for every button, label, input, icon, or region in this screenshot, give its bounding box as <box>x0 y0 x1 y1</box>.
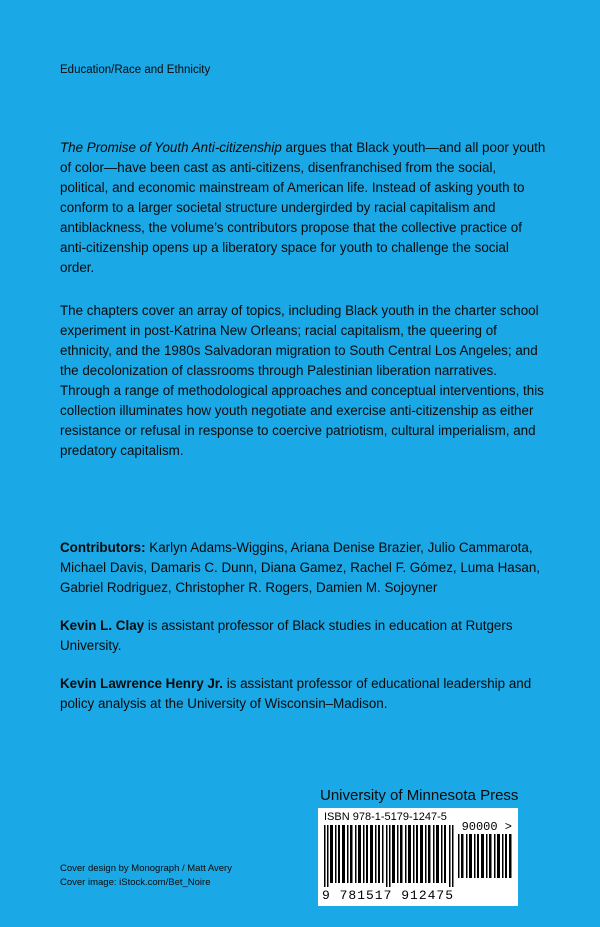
contributors-label: Contributors: <box>60 540 146 555</box>
book-title: The Promise of Youth Anti-citizenship <box>60 140 282 155</box>
contributors-names: Karlyn Adams-Wiggins, Ariana Denise Brazier, Julio Cammarota, Michael Davis, Damaris C. Dunn, Diana Gamez, Rachel F. Gómez, Luma Hasan, Gabriel Rodriguez, Christopher R. Rogers, Damien M. Sojoyner <box>60 540 541 595</box>
cover-credits <box>60 862 232 890</box>
editor-name-2: Kevin Lawrence Henry Jr. <box>60 676 223 691</box>
description-text-1: argues that Black youth—and all poor youth of color—have been cast as anti-citizens, disenfranchised from the social, political, and economic mainstream of American life. Instead of asking youth to conform to a larger societal structure undergirded by racial capitalism and antiblackness, the volume’s contributors propose that the collective practice of anti-citizenship opens up a liberatory space for youth to challenge the social order. <box>60 140 546 275</box>
barcode-box <box>318 808 518 906</box>
description-paragraph-2: The chapters cover an array of topics, including Black youth in the charter school experiment in post-Katrina New Orleans; racial capitalism, the queering of ethnicity, and the 1980s Salvadoran migration to South Central Los Angeles; and the decolonization of classrooms through Palestinian liberation narratives. Through a range of methodological approaches and conceptual interventions, this collection illuminates how youth negotiate and exercise anti-citizenship as either resistance or refusal in response to coercive patriotism, cultural imperialism, and predatory capitalism. <box>60 303 544 458</box>
editor-bio-2 <box>60 674 546 714</box>
contributors-paragraph <box>60 538 546 598</box>
barcode-number: 9 781517 912475 <box>322 888 455 903</box>
barcode-icon <box>324 825 454 887</box>
cover-image-credit: Cover image: iStock.com/Bet_Noire <box>60 877 211 888</box>
category-label: Education/Race and Ethnicity <box>60 64 211 76</box>
isbn-text: ISBN 978-1-5179-1247-5 <box>324 811 447 823</box>
editor-bio-1 <box>60 616 546 656</box>
publisher-name: University of Minnesota Press <box>320 787 519 804</box>
description-paragraph-1 <box>60 138 546 278</box>
price-code: 90000 > <box>461 820 512 834</box>
cover-design-credit: Cover design by Monograph / Matt Avery <box>60 863 232 874</box>
price-barcode-icon <box>458 834 512 878</box>
editor-name-1: Kevin L. Clay <box>60 618 145 633</box>
editor-bio-text-2: is assistant professor of educational leadership and policy analysis at the University of Wisconsin–Madison. <box>60 676 532 711</box>
editor-bio-text-1: is assistant professor of Black studies in education at Rutgers University. <box>60 618 513 653</box>
